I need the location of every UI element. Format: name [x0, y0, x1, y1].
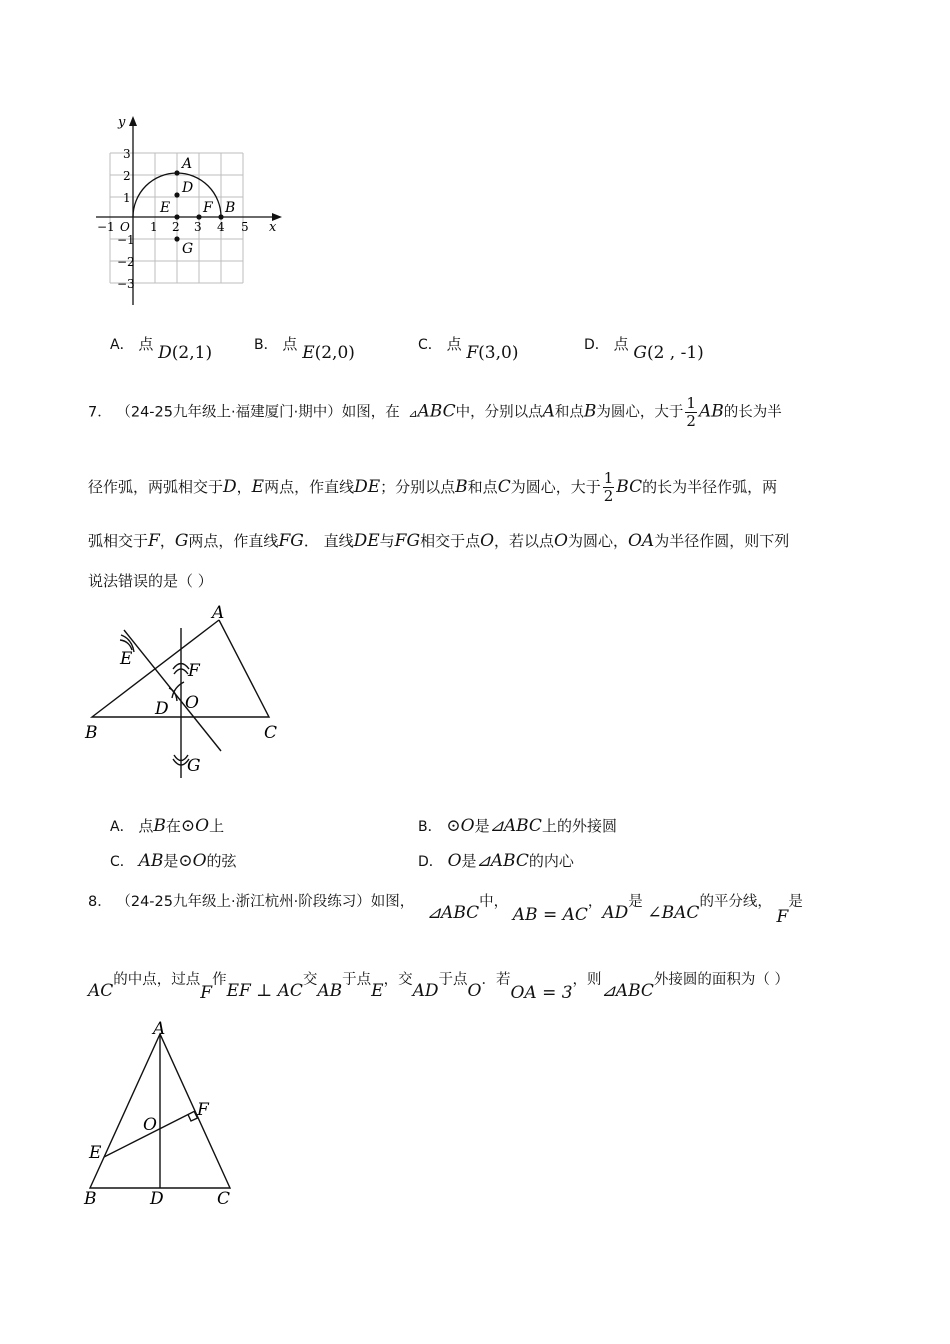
option-math: ⊙O	[180, 816, 210, 836]
stem-text: ，	[587, 894, 603, 910]
figure-label-c: C	[264, 723, 278, 743]
option-letter: A．	[110, 819, 134, 835]
q8-triangle-figure	[80, 1020, 250, 1215]
fraction-numerator: 1	[603, 469, 614, 487]
arc-mark-d	[172, 682, 184, 698]
math-abc: ⊿ABC	[426, 903, 480, 923]
option-math: O	[447, 851, 462, 871]
stem-text: ，交	[383, 972, 413, 988]
stem-text: 弧相交于	[88, 532, 149, 550]
q6-option-b[interactable]	[254, 333, 355, 363]
option-prefix: 点	[138, 335, 154, 353]
y-tick: −3	[117, 277, 135, 291]
math-f: F	[200, 983, 213, 1003]
stem-text: ．若	[481, 972, 511, 988]
question-source: （24-25九年级上·福建厦门·期中）	[116, 404, 342, 421]
stem-text: 的平分线，	[699, 894, 772, 910]
math-oa: OA	[627, 531, 655, 551]
option-coords: (3,0)	[478, 343, 519, 363]
stem-text: 是	[788, 894, 803, 910]
fraction-denominator: 2	[686, 412, 696, 430]
math-o: O	[467, 981, 482, 1001]
q7-option-b[interactable]	[418, 815, 617, 836]
option-point: G	[633, 343, 647, 363]
y-axis-arrow	[129, 116, 137, 126]
option-math: ⊙O	[178, 851, 207, 871]
figure-label-b: B	[85, 723, 98, 743]
stem-text: 和点	[467, 478, 498, 496]
stem-text: ，	[236, 478, 252, 496]
stem-text: 的中点，过点	[113, 972, 201, 988]
option-math: ⊿ABC	[489, 816, 542, 836]
figure-label-f: F	[197, 1100, 209, 1120]
figure-label-e: E	[120, 649, 133, 669]
option-math: B	[153, 816, 166, 836]
option-prefix: 点	[446, 335, 462, 353]
x-tick-origin: O	[120, 220, 130, 234]
q7-stem-line2	[88, 470, 777, 505]
math-o: O	[554, 531, 568, 551]
option-text: 是	[461, 852, 477, 870]
option-letter: B．	[418, 819, 442, 835]
math-fg: FG	[278, 531, 304, 551]
option-text: 是	[474, 817, 490, 835]
math-ab: AB	[317, 981, 343, 1001]
math-de: DE	[354, 477, 381, 497]
y-tick: 2	[123, 169, 131, 183]
figure-label-a: A	[212, 603, 225, 623]
question-number: 7．	[88, 404, 112, 421]
q7-option-c[interactable]	[110, 850, 237, 871]
option-text: 在	[165, 817, 181, 835]
math-c: C	[497, 477, 511, 497]
figure-label-o: O	[185, 693, 199, 713]
option-text: 的内心	[528, 852, 574, 870]
fraction-numerator: 1	[686, 394, 696, 412]
q7-option-d[interactable]	[418, 850, 574, 871]
option-point: E	[302, 343, 315, 363]
option-letter: B．	[254, 337, 278, 353]
option-text: 是	[163, 852, 179, 870]
figure-label-a: A	[153, 1020, 166, 1039]
option-text: 上	[209, 817, 225, 835]
stem-text: 于点	[438, 972, 468, 988]
point-label-e: E	[160, 200, 171, 216]
option-point: F	[466, 343, 479, 363]
q7-stem-line3	[88, 530, 789, 551]
x-tick: 5	[241, 220, 249, 234]
stem-text: 说法错误的是（ ）	[88, 572, 213, 590]
y-tick: 3	[123, 147, 131, 161]
math-angle: ∠BAC	[647, 903, 700, 923]
x-tick: 3	[194, 220, 202, 234]
stem-text: 作	[212, 972, 227, 988]
q6-option-c[interactable]	[418, 333, 519, 363]
point-label-f: F	[203, 200, 213, 216]
stem-text: 相交于点	[420, 532, 481, 550]
math-o: O	[480, 531, 495, 551]
option-text: 点	[138, 817, 154, 835]
option-letter: A．	[110, 337, 134, 353]
stem-text: 外接圆的面积为（ ）	[653, 972, 789, 988]
math-fg: FG	[394, 531, 421, 551]
q8-stem-line1	[88, 890, 803, 930]
point-label-b: B	[225, 200, 236, 216]
q6-coordinate-graph	[88, 110, 298, 310]
math-a: A	[542, 401, 555, 422]
stem-text: 于点	[342, 972, 372, 988]
math-b: B	[583, 401, 597, 422]
stem-text: 如图，在	[341, 404, 400, 421]
fraction-denominator: 2	[603, 487, 614, 505]
option-coords: (2,1)	[171, 343, 213, 363]
y-tick: 1	[123, 191, 131, 205]
x-tick: −1	[97, 220, 115, 234]
axis-label-y: y	[118, 115, 126, 130]
option-text: 上的外接圆	[541, 817, 617, 835]
option-point: D	[158, 343, 172, 363]
option-letter: C．	[418, 337, 442, 353]
stem-text: 和点	[554, 404, 584, 421]
figure-label-b: B	[84, 1189, 97, 1209]
stem-text: 为半径作圆，则下列	[654, 532, 790, 550]
triangle-symbol: ⊿	[408, 406, 418, 420]
stem-text: 为圆心，大于	[596, 404, 684, 421]
question-source: （24-25九年级上·浙江杭州·阶段练习）	[116, 894, 371, 910]
q6-option-d[interactable]	[584, 333, 704, 363]
x-tick: 4	[217, 220, 225, 234]
math-ad: AD	[602, 903, 629, 923]
stem-text: ，若以点	[494, 532, 555, 550]
q7-option-a[interactable]	[110, 815, 224, 836]
math-ac: AC	[88, 981, 114, 1001]
option-coords: (2,0)	[314, 343, 355, 363]
stem-text: 中，分别以点	[455, 404, 543, 421]
stem-text: 的长为半	[723, 404, 782, 421]
option-letter: D．	[418, 854, 443, 870]
stem-text: ． 直线	[303, 532, 354, 550]
math-de: DE	[353, 531, 380, 551]
option-text: 的弦	[206, 852, 237, 870]
figure-label-g: G	[187, 756, 201, 776]
y-tick: −1	[117, 233, 135, 247]
stem-text: ，	[159, 532, 175, 550]
q7-triangle-figure	[80, 598, 300, 783]
option-math: ⊿ABC	[476, 851, 529, 871]
math-abc: ABC	[417, 401, 456, 422]
x-tick: 2	[172, 220, 180, 234]
stem-text: 与	[379, 532, 395, 550]
stem-text: 交	[302, 972, 318, 988]
stem-text: ，则	[572, 972, 602, 988]
figure-label-d: D	[150, 1189, 164, 1209]
stem-text: 两点，作直线	[264, 478, 355, 496]
q6-option-a[interactable]	[110, 333, 213, 363]
option-letter: C．	[110, 854, 134, 870]
option-math: AB	[138, 851, 164, 871]
option-letter: D．	[584, 337, 609, 353]
math-abc: ⊿ABC	[601, 981, 654, 1001]
math-equation: OA = 3	[510, 983, 573, 1003]
math-bc: BC	[616, 477, 643, 497]
fraction-half	[685, 395, 697, 430]
stem-text: 如图，	[370, 894, 415, 910]
math-equation: AB = AC	[512, 905, 588, 925]
figure-label-e: E	[89, 1143, 102, 1163]
figure-label-c: C	[217, 1189, 231, 1209]
y-tick: −2	[117, 255, 135, 269]
math-g: G	[174, 531, 189, 551]
stem-text: 的长为半径作弧，两	[642, 478, 778, 496]
math-ab: AB	[698, 401, 724, 422]
figure-label-o: O	[143, 1115, 157, 1135]
q8-stem-line2	[88, 968, 789, 1008]
q7-stem-line4	[88, 570, 213, 591]
math-e: E	[371, 981, 384, 1001]
option-prefix: 点	[613, 335, 629, 353]
figure-label-d: D	[155, 699, 169, 719]
math-e: E	[251, 477, 265, 497]
stem-text: 为圆心，大于	[510, 478, 601, 496]
stem-text: 径作弧，两弧相交于	[88, 478, 224, 496]
math-perpendicular: EF ⊥ AC	[226, 981, 303, 1001]
option-math: ⊙O	[446, 816, 475, 836]
figure-label-f: F	[188, 661, 200, 681]
axis-label-x: x	[269, 220, 277, 235]
point-label-g: G	[182, 241, 194, 257]
math-f: F	[148, 531, 160, 551]
q7-stem-line1	[88, 395, 782, 430]
point-label-a: A	[182, 156, 193, 172]
stem-text: 为圆心，	[567, 532, 628, 550]
option-coords: (2 , -1)	[646, 343, 704, 363]
fraction-half	[603, 470, 615, 505]
stem-text: 中，	[479, 894, 509, 910]
stem-text: 两点，作直线	[188, 532, 279, 550]
math-d: D	[223, 477, 237, 497]
stem-text: ；分别以点	[380, 478, 456, 496]
stem-text: 是	[628, 894, 643, 910]
math-b: B	[455, 477, 468, 497]
option-prefix: 点	[282, 335, 298, 353]
x-tick: 1	[150, 220, 158, 234]
point-label-d: D	[182, 180, 194, 196]
math-ad: AD	[412, 981, 439, 1001]
math-f: F	[776, 907, 789, 927]
question-number: 8．	[88, 894, 112, 910]
